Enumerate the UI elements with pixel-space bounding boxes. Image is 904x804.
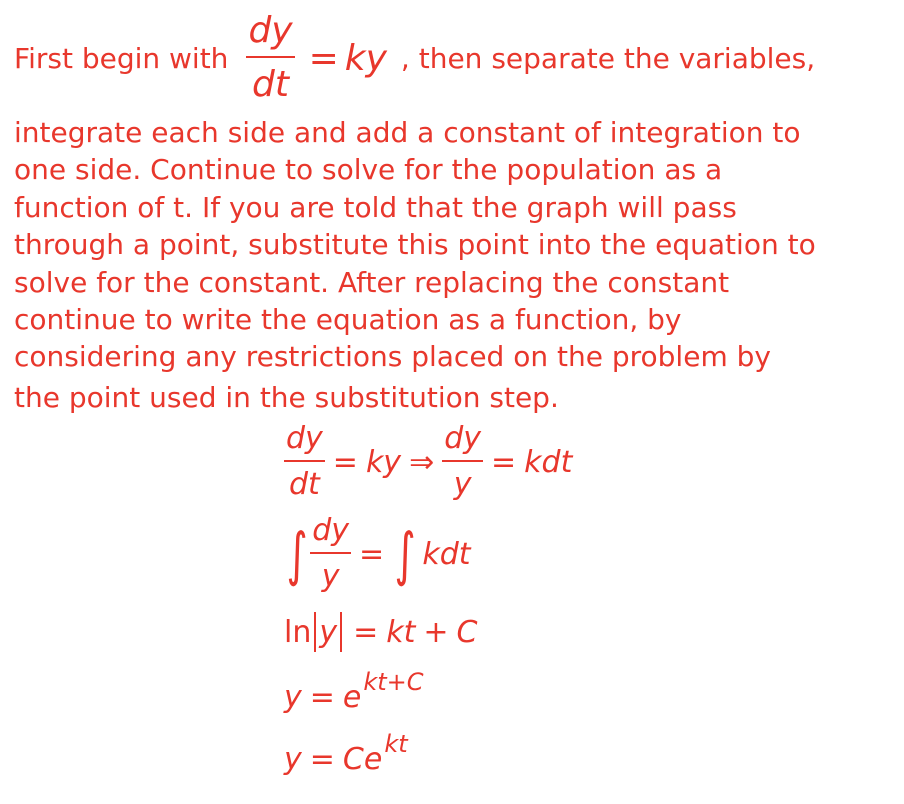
step1-frac2-denominator: y (453, 467, 472, 502)
paragraph-line: the point used in the substitution step. (14, 380, 559, 414)
step5-base: Ce (342, 742, 383, 777)
step1-frac1-numerator: dy (286, 421, 323, 456)
step4-base: e (342, 680, 362, 715)
step1-ky: ky (365, 444, 402, 480)
fraction-bar (442, 460, 483, 462)
equals-sign: = (332, 444, 358, 480)
paragraph-line: one side. Continue to solve for the population as a (14, 153, 723, 187)
equals-sign: = (491, 444, 517, 480)
intro-text-after: , then separate the variables, (400, 41, 816, 75)
abs-bar-left (314, 612, 316, 652)
implies-arrow: ⇒ (409, 444, 435, 480)
abs-bar-right (340, 612, 342, 652)
intro-equals-sign: = (308, 37, 339, 79)
step1-frac1-denominator: dt (288, 467, 320, 502)
equation-step-4 (284, 667, 424, 715)
fraction-bar (284, 460, 325, 462)
step2-fraction-dy-y (310, 513, 351, 594)
paragraph-line: solve for the constant. After replacing the constant (14, 265, 730, 299)
intro-text-before: First begin with (14, 41, 229, 75)
equals-sign: = (359, 536, 385, 572)
equals-sign: = (309, 680, 335, 715)
paragraph-line: considering any restrictions placed on the problem by (14, 340, 771, 374)
equals-sign: = (353, 614, 379, 650)
step1-fraction-dy-dt (284, 421, 325, 502)
paragraph-line: through a point, substitute this point into the equation to (14, 228, 816, 262)
step1-fraction-dy-y (442, 421, 483, 502)
step2-rhs: kdt (422, 536, 471, 572)
paragraph-line: function of t. If you are told that the graph will pass (14, 190, 737, 224)
abs-variable: y (319, 614, 338, 650)
equals-sign: = (309, 742, 335, 777)
fraction-bar (246, 56, 294, 58)
step5-lhs: y (284, 742, 302, 777)
equation-step-5 (284, 729, 408, 777)
paragraph-line: integrate each side and add a constant of integration to (14, 116, 801, 149)
integral-sign: ∫ (286, 520, 308, 588)
step5-exponent: kt (384, 729, 408, 758)
plus-sign: + (423, 614, 449, 650)
equation-step-2 (284, 513, 471, 594)
step3-constant: C (456, 614, 478, 650)
step1-rhs: kdt (524, 444, 573, 480)
step2-frac-numerator: dy (312, 513, 350, 548)
intro-frac-numerator: dy (248, 10, 293, 51)
intro-frac-denominator: dt (252, 64, 289, 105)
equation-step-1 (284, 421, 573, 502)
intro-line (14, 8, 815, 108)
fraction-bar (310, 552, 351, 554)
paragraph-line: continue to write the equation as a function, by (14, 303, 682, 337)
integral-sign: ∫ (394, 520, 416, 588)
intro-rhs: ky (344, 37, 387, 79)
step4-lhs: y (284, 680, 302, 715)
step2-frac-denominator: y (321, 559, 340, 594)
step1-frac2-numerator: dy (444, 421, 482, 456)
equation-step-3 (284, 612, 478, 652)
natural-log: ln (284, 614, 312, 650)
instructions-paragraph (14, 114, 898, 416)
intro-derivative-fraction (246, 10, 294, 105)
step3-kt: kt (386, 614, 416, 650)
step4-exponent: kt+C (363, 667, 424, 696)
